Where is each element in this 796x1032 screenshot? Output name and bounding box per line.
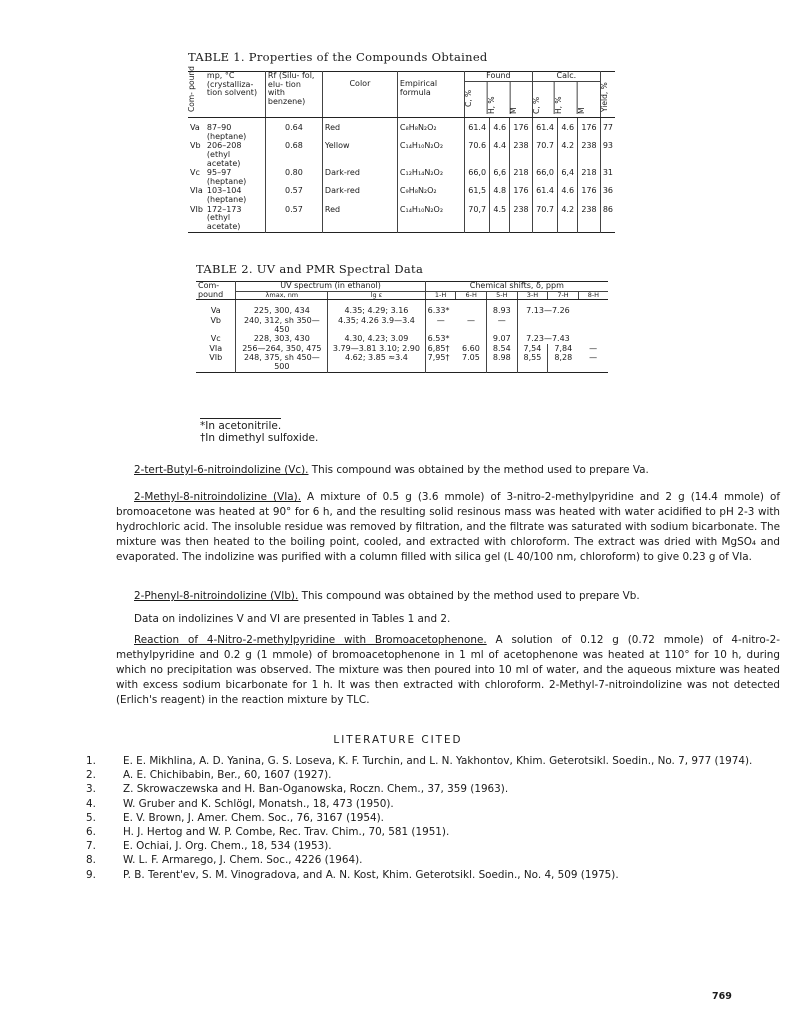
cell: 176 [578, 118, 601, 142]
cell: 0.64 [265, 118, 322, 142]
paragraph-data: Data on indolizines V and VI are presented in Tables 1 and 2. [134, 613, 451, 625]
reference-item: 3. Z. Skrowaczewska and H. Ban-Oganowska, Roczn. Chem., 37, 359 (1963). [86, 783, 509, 796]
cell: 6.60 [462, 343, 480, 353]
cell: C₈H₈N₂O₂ [397, 118, 464, 142]
t2-head-compound: Com- pound [196, 282, 236, 300]
cell: 103–104 (heptane) [206, 186, 247, 204]
cell: 0.80 [265, 168, 322, 186]
reference-item: 2. A. E. Chichibabin, Ber., 60, 1607 (1927). [86, 769, 332, 782]
cell: 77 [600, 118, 615, 142]
cell: 3.79—3.81 3.10; 2.90 [328, 344, 425, 354]
t1-head-yield: Yield, % [600, 72, 615, 118]
cell: 7,54 [517, 344, 548, 354]
cell: Va [210, 306, 221, 316]
cell: 6,85† [425, 344, 456, 354]
cell: C₁₄H₁₀N₂O₂ [397, 141, 464, 168]
cell: 4.35; 4.26 3.9—3.4 [328, 316, 425, 334]
cell: 61.4 [532, 118, 557, 142]
cell: 238 [578, 205, 601, 232]
t2-head-h8: 8-H [578, 291, 608, 299]
cell: 0.57 [265, 186, 322, 204]
table-row [196, 344, 608, 354]
text-vib: This compound was obtained by the method used to prepare Vb. [298, 590, 640, 602]
t2-head-h5: 5-H [487, 291, 518, 299]
t1-head-found: Found [465, 72, 532, 82]
cell: Dark-red [322, 168, 397, 186]
cell: 176 [578, 186, 601, 204]
t1-head-calc-c: C, % [531, 96, 541, 114]
cell: 70.7 [532, 141, 557, 168]
table-row [188, 118, 615, 142]
cell: 176 [510, 186, 533, 204]
cell [578, 334, 608, 344]
cell: VIa [190, 186, 203, 196]
heading-reaction: Reaction of 4-Nitro-2-methylpyridine with Bromoacetophenone. [134, 634, 487, 646]
t1-head-calc-h: H, % [554, 82, 578, 114]
table-row [188, 205, 615, 232]
cell: 238 [510, 141, 533, 168]
cell: 248, 375, sh 450—500 [236, 353, 328, 372]
t2-head-h1: 1-H [425, 291, 456, 299]
cell: Vc [210, 334, 221, 344]
cell: 70,7 [464, 205, 489, 232]
table-row [196, 334, 608, 344]
cell: Red [322, 118, 397, 142]
cell: — [589, 353, 598, 363]
cell: 66,0 [532, 168, 557, 186]
cell: 0.68 [265, 141, 322, 168]
cell: 238 [578, 141, 601, 168]
cell: 4.2 [558, 141, 578, 168]
cell: 4.5 [490, 205, 510, 232]
t1-head-calc-group [532, 72, 600, 118]
cell: — [425, 316, 456, 334]
table2 [196, 281, 608, 373]
cell: 228, 303, 430 [236, 334, 328, 344]
cell [517, 316, 578, 334]
page-number: 769 [712, 991, 732, 1002]
paragraph-via [116, 490, 780, 565]
t1-head-found-m: M [509, 107, 519, 114]
cell: 6.33* [425, 300, 456, 316]
table2-caption: TABLE 2. UV and PMR Spectral Data [196, 262, 424, 276]
cell: 218 [578, 168, 601, 186]
text-via: A mixture of 0.5 g (3.6 mmole) of 3-nitro-2-methylpyridine and 2 g (14.4 mmole) of bromoacetone was heated at 90° for 6 h, and the resulting solid resinous mass was heated with water acidified to pH 2-3 with hydrochloric acid. The insoluble residue was removed by filtration, and the filtrate was saturated with sodium bicarbonate. The mixture was then heated to the boiling point, cooled, and extracted with chloroform. The extract was dried with MgSO₄ and evaporated. The indolizine was purified with a column filled with silica gel (L 40/100 nm, chloroform) to give 0.23 g of VIa. [116, 491, 780, 563]
table1 [187, 66, 615, 233]
footnote-dmso: †In dimethyl sulfoxide. [200, 432, 319, 444]
cell: 31 [600, 168, 615, 186]
table-row [196, 316, 608, 334]
cell: 206–208 (ethyl acetate) [206, 141, 242, 168]
cell: 9.07 [487, 334, 518, 344]
table-row [196, 300, 608, 316]
cell: 6.53* [425, 334, 456, 344]
reference-item: 9. P. B. Terent'ev, S. M. Vinogradova, and A. N. Kost, Khim. Geterotsikl. Soedin., No. 4, 509 (1975). [86, 868, 619, 881]
reference-item: 4. W. Gruber and K. Schlögl, Monatsh., 18, 473 (1950). [86, 797, 394, 810]
cell: Yellow [322, 141, 397, 168]
cell: 240, 312, sh 350—450 [236, 316, 328, 334]
cell: 4.6 [558, 186, 578, 204]
cell: Vb [210, 315, 222, 325]
cell: 4.6 [490, 118, 510, 142]
table-row [188, 168, 615, 186]
t1-head-color: Color [322, 72, 397, 118]
t1-head-calc-m: M [577, 107, 587, 114]
cell: 66,0 [464, 168, 489, 186]
cell: 218 [510, 168, 533, 186]
cell: 7.23—7.43 [517, 334, 578, 344]
cell: C₁₄H₁₀N₂O₂ [397, 205, 464, 232]
t1-head-rf: Rf (Silu- fol, elu- tion with benzene) [265, 72, 322, 118]
cell: 61,5 [464, 186, 489, 204]
t2-head-lge: lg ε [328, 291, 425, 299]
cell: — [466, 315, 475, 325]
t2-head-uv: UV spectrum (in ethanol) [236, 282, 425, 292]
cell: 4.62; 3.85 ≈3.4 [328, 353, 425, 372]
cell: 87–90 (heptane) [206, 123, 247, 141]
cell: — [487, 316, 518, 334]
cell: 225, 300, 434 [236, 300, 328, 316]
reference-item: 8. W. L. F. Armarego, J. Chem. Soc., 4226 (1964). [86, 854, 363, 867]
reference-list [86, 754, 786, 882]
table-row [188, 141, 615, 168]
cell: Vb [190, 141, 201, 151]
cell: 8.98 [487, 353, 518, 372]
cell: 4.30, 4.23; 3.09 [328, 334, 425, 344]
t2-head-h3: 3-H [517, 291, 548, 299]
t1-head-mp: mp, °C (crystalliza- tion solvent) [205, 72, 266, 118]
cell: 4.2 [558, 205, 578, 232]
cell: 93 [600, 141, 615, 168]
cell: VIb [190, 204, 203, 214]
cell: Vc [190, 168, 200, 178]
t2-head-h6: 6-H [456, 291, 487, 299]
footnote-acetonitrile: *In acetonitrile. [200, 420, 282, 432]
cell [456, 300, 487, 316]
cell: 6,6 [490, 168, 510, 186]
reference-item: 1. E. E. Mikhlina, A. D. Yanina, G. S. Loseva, K. F. Turchin, and L. N. Yakhontov, Khim. Geterotsikl. Soedin., No. 7, 977 (1974). [86, 755, 753, 767]
cell: 86 [600, 205, 615, 232]
cell: Dark-red [322, 186, 397, 204]
paragraph-vc [134, 463, 780, 478]
literature-title: LITERATURE CITED [333, 734, 463, 746]
t2-head-h7: 7-H [548, 291, 579, 299]
t1-head-found-h: H, % [487, 82, 511, 114]
cell: 172–173 (ethyl acetate) [206, 204, 242, 231]
reference-item: 6. H. J. Hertog and W. P. Combe, Rec. Trav. Chim., 70, 581 (1951). [86, 826, 450, 839]
cell [578, 316, 608, 334]
cell: 238 [510, 205, 533, 232]
cell: 4.6 [558, 118, 578, 142]
cell: 70.7 [532, 205, 557, 232]
cell: — [589, 343, 598, 353]
text-vc: This compound was obtained by the method used to prepare Va. [308, 464, 649, 476]
cell: Red [322, 205, 397, 232]
t2-head-lmax: λmax, nm [236, 291, 328, 299]
cell: 7,95† [425, 353, 456, 372]
cell: 70.6 [464, 141, 489, 168]
t2-head-shifts: Chemical shifts, δ, ppm [425, 282, 608, 292]
cell: 4.35; 4.29; 3.16 [328, 300, 425, 316]
cell: 8,28 [548, 353, 579, 372]
paragraph-reaction [116, 633, 780, 708]
cell: 61.4 [464, 118, 489, 142]
cell: 256—264, 350, 475 [236, 344, 328, 354]
cell: 36 [600, 186, 615, 204]
cell: 4.8 [490, 186, 510, 204]
cell: 8.54 [487, 344, 518, 354]
cell: 7.13—7.26 [517, 300, 578, 316]
heading-via: 2-Methyl-8-nitroindolizine (VIa). [134, 491, 301, 503]
cell [578, 300, 608, 316]
cell: VIb [209, 353, 223, 363]
cell: 6,4 [558, 168, 578, 186]
cell: C₁₂H₁₄N₂O₂ [397, 168, 464, 186]
heading-vc: 2-tert-Butyl-6-nitroindolizine (Vc). [134, 464, 309, 476]
cell: C₉H₈N₂O₂ [397, 186, 464, 204]
text-reaction: A solution of 0.12 g (0.72 mmole) of 4-nitro-2-methylpyridine and 0.2 g (1 mmole) of bromoacetophenone in 1 ml of acetophenone was heated at 110° for 10 h, during which no precipitation was observed. The mixture was then poured into 10 ml of water, and the aqueous mixture was heated with excess sodium bicarbonate for 1 h. It was then extracted with chloroform. 2-Methyl-7-nitroindolizine was not detected (Erlich's reagent) in the reaction mixture by TLC. [116, 634, 780, 706]
reference-item: 7. E. Ochiai, J. Org. Chem., 18, 534 (1953). [86, 840, 332, 853]
cell: 7,84 [548, 344, 579, 354]
t1-head-formula: Empirical formula [397, 72, 464, 118]
t1-head-calc: Calc. [533, 72, 600, 82]
t1-head-compound: Com- pound [188, 72, 205, 118]
cell: VIa [209, 343, 223, 353]
cell: 7.05 [462, 353, 480, 363]
cell: 8,55 [517, 353, 548, 372]
reference-item: 5. E. V. Brown, J. Amer. Chem. Soc., 76, 3167 (1954). [86, 811, 384, 824]
t1-head-found-c: C, % [463, 89, 473, 107]
t1-head-found-group [464, 72, 532, 118]
cell: 95–97 (heptane) [206, 168, 247, 186]
cell: 0.57 [265, 205, 322, 232]
table1-caption: TABLE 1. Properties of the Compounds Obtained [188, 50, 488, 64]
cell [456, 334, 487, 344]
paragraph-vib [134, 589, 780, 604]
cell: Va [190, 123, 200, 132]
cell: 176 [510, 118, 533, 142]
cell: 61.4 [532, 186, 557, 204]
table-row [188, 186, 615, 204]
table-row [196, 353, 608, 372]
cell: 4.4 [490, 141, 510, 168]
heading-vib: 2-Phenyl-8-nitroindolizine (VIb). [134, 590, 299, 602]
cell: 8.93 [487, 300, 518, 316]
